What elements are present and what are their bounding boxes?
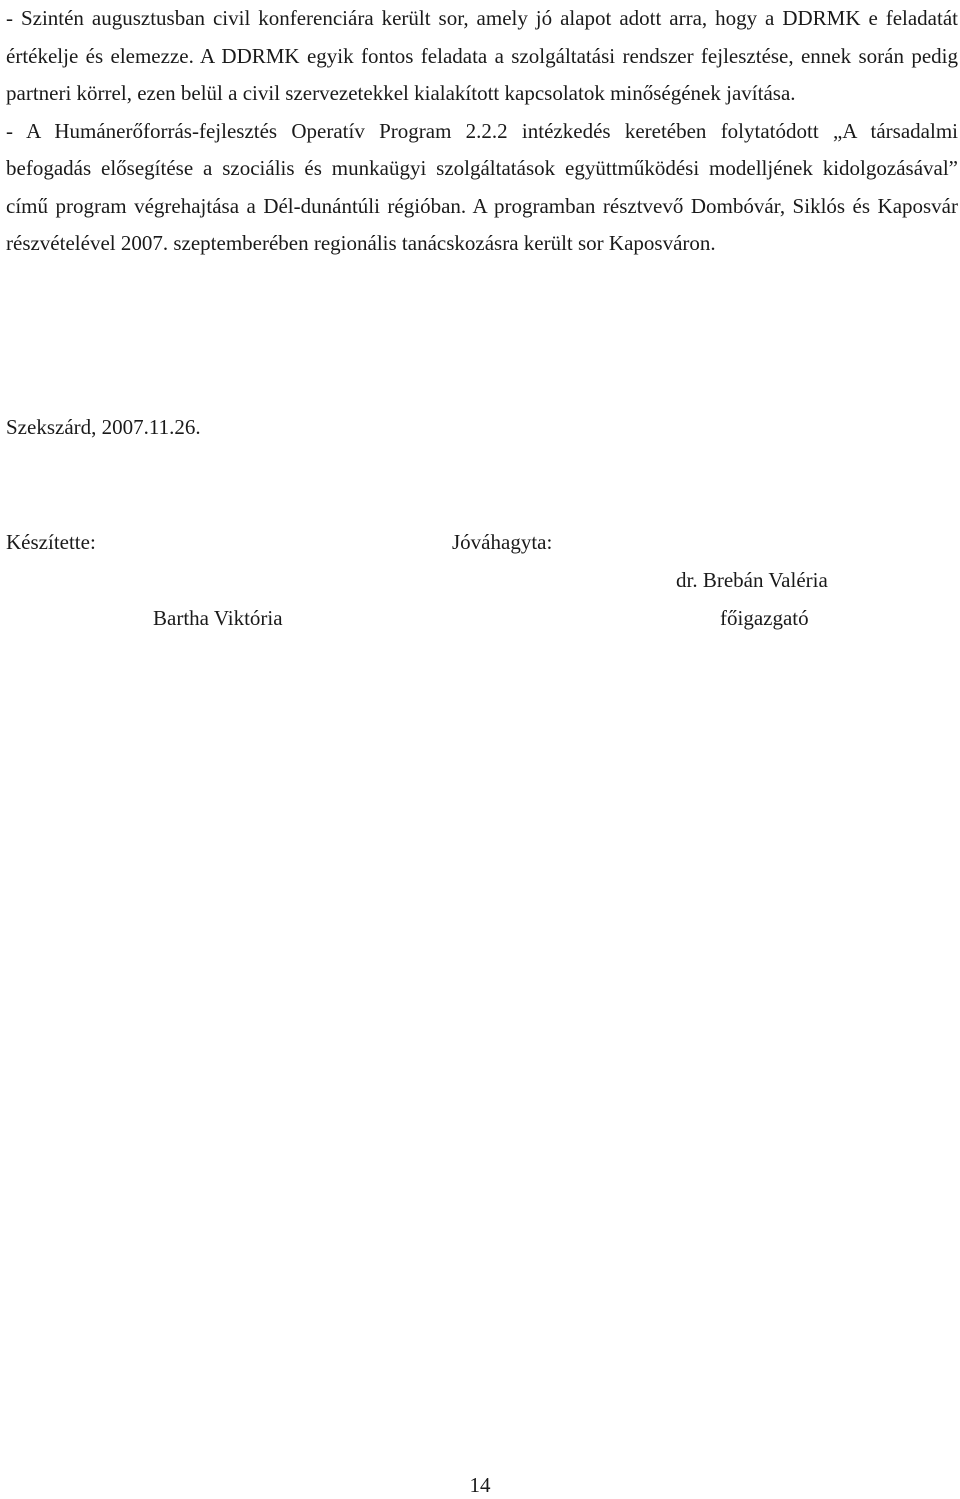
paragraph-hefop-program: - A Humánerőforrás-fejlesztés Operatív Program 2.2.2 intézkedés keretében folytatódott „A társadalmi befogadás elősegítése a szociális és munkaügyi szolgáltatások együttműködési modelljének kidolgozásával” című program végrehajtása a Dél-dunántúli régióban. A programban résztvevő Dombóvár, Siklós és Kaposvár részvételével 2007. szeptemberében regionális tanácskozásra került sor Kaposváron. bbox=[6, 118, 958, 255]
approved-by-label: Jóváhagyta: bbox=[452, 530, 553, 554]
approver-title: főigazgató bbox=[720, 606, 809, 630]
place-date: Szekszárd, 2007.11.26. bbox=[6, 415, 201, 439]
document-body bbox=[6, 0, 958, 263]
approver-name: dr. Brebán Valéria bbox=[676, 568, 828, 592]
paragraph-civil-conference: - Szintén augusztusban civil konferenciára került sor, amely jó alapot adott arra, hogy a DDRMK e feladatát értékelje és elemezze. A DDRMK egyik fontos feladata a szolgáltatási rendszer fejlesztése, ennek során pedig partneri körrel, ezen belül a civil szervezetekkel kialakított kapcsolatok minőségének javítása. bbox=[6, 6, 958, 105]
prepared-by-label: Készítette: bbox=[6, 530, 96, 554]
preparer-name: Bartha Viktória bbox=[153, 606, 283, 630]
page-number: 14 bbox=[469, 1473, 491, 1497]
